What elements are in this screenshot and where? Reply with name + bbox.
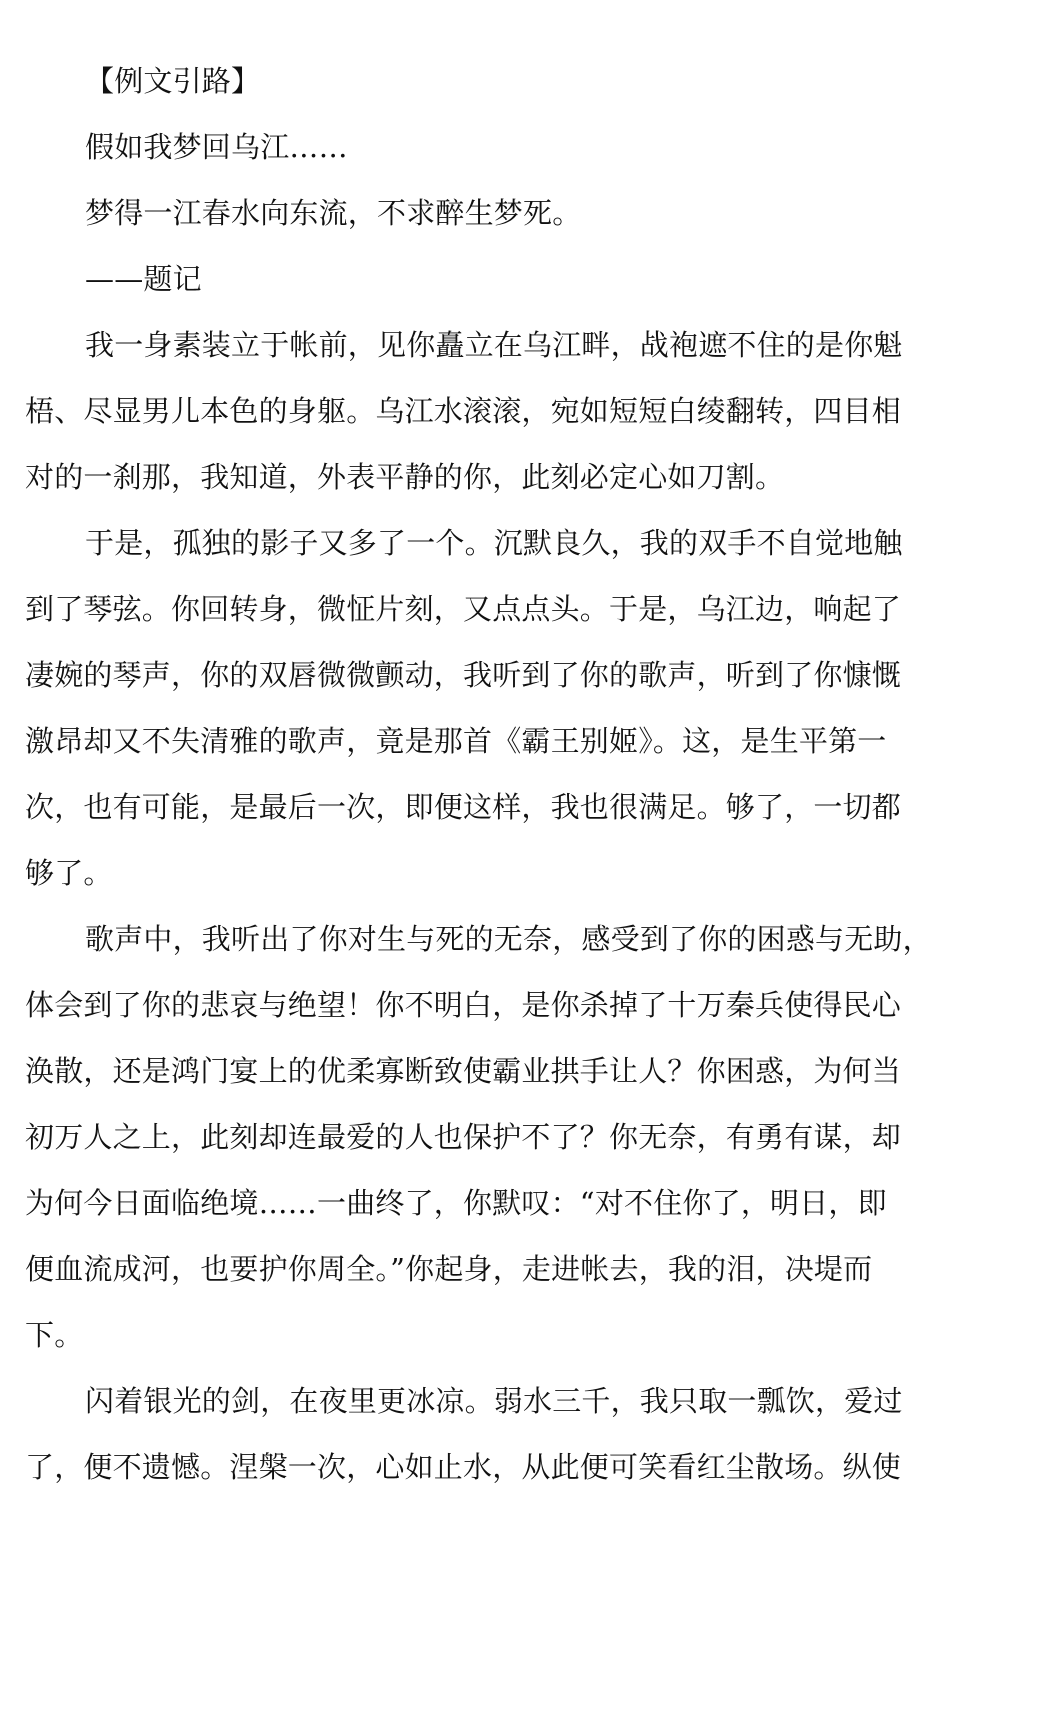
paragraph-3: [25, 906, 997, 1368]
paragraph-line: 涣散，还是鸿门宴上的优柔寡断致使霸业拱手让人？你困惑，为何当: [25, 1054, 902, 1088]
paragraph-line: 体会到了你的悲哀与绝望！你不明白，是你杀掉了十万秦兵使得民心: [25, 988, 902, 1022]
epigraph-attribution: ——题记: [85, 262, 202, 296]
paragraph-line: 了，便不遗憾。涅槃一次，心如止水，从此便可笑看红尘散场。纵使: [25, 1450, 902, 1484]
paragraph-line: 次，也有可能，是最后一次，即便这样，我也很满足。够了，一切都: [25, 790, 902, 824]
paragraph-1: [25, 312, 997, 510]
paragraph-line: 下。: [25, 1318, 84, 1352]
paragraph-line: 我一身素装立于帐前，见你矗立在乌江畔，战袍遮不住的是你魁: [85, 328, 903, 362]
paragraph-line: 闪着银光的剑，在夜里更冰凉。弱水三千，我只取一瓢饮，爱过: [85, 1384, 903, 1418]
document-page: [25, 48, 997, 1500]
paragraph-line: 够了。: [25, 856, 113, 890]
epigraph-line-2: 梦得一江春水向东流，不求醉生梦死。: [85, 196, 582, 230]
paragraph-2: [25, 510, 997, 906]
paragraph-line: 梧、尽显男儿本色的身躯。乌江水滚滚，宛如短短白绫翻转，四目相: [25, 394, 902, 428]
paragraph-line: 便血流成河，也要护你周全。”你起身，走进帐去，我的泪，决堤而: [25, 1252, 873, 1286]
paragraph-line: 激昂却又不失清雅的歌声，竟是那首《霸王别姬》。这，是生平第一: [25, 724, 887, 758]
paragraph-4: [25, 1368, 997, 1500]
section-heading: 【例文引路】: [85, 64, 261, 98]
paragraph-line: 初万人之上，此刻却连最爱的人也保护不了？你无奈，有勇有谋，却: [25, 1120, 902, 1154]
paragraph-line: 凄婉的琴声，你的双唇微微颤动，我听到了你的歌声，听到了你慷慨: [25, 658, 902, 692]
paragraph-line: 到了琴弦。你回转身，微怔片刻，又点点头。于是，乌江边，响起了: [25, 592, 902, 626]
paragraph-line: 对的一刹那，我知道，外表平静的你，此刻必定心如刀割。: [25, 460, 785, 494]
paragraph-line: 为何今日面临绝境……一曲终了，你默叹：“对不住你了，明日，即: [25, 1186, 887, 1220]
paragraph-line: 歌声中，我听出了你对生与死的无奈，感受到了你的困惑与无助，: [85, 922, 932, 956]
paragraph-line: 于是，孤独的影子又多了一个。沉默良久，我的双手不自觉地触: [85, 526, 903, 560]
epigraph-line-1: 假如我梦回乌江……: [85, 130, 348, 164]
